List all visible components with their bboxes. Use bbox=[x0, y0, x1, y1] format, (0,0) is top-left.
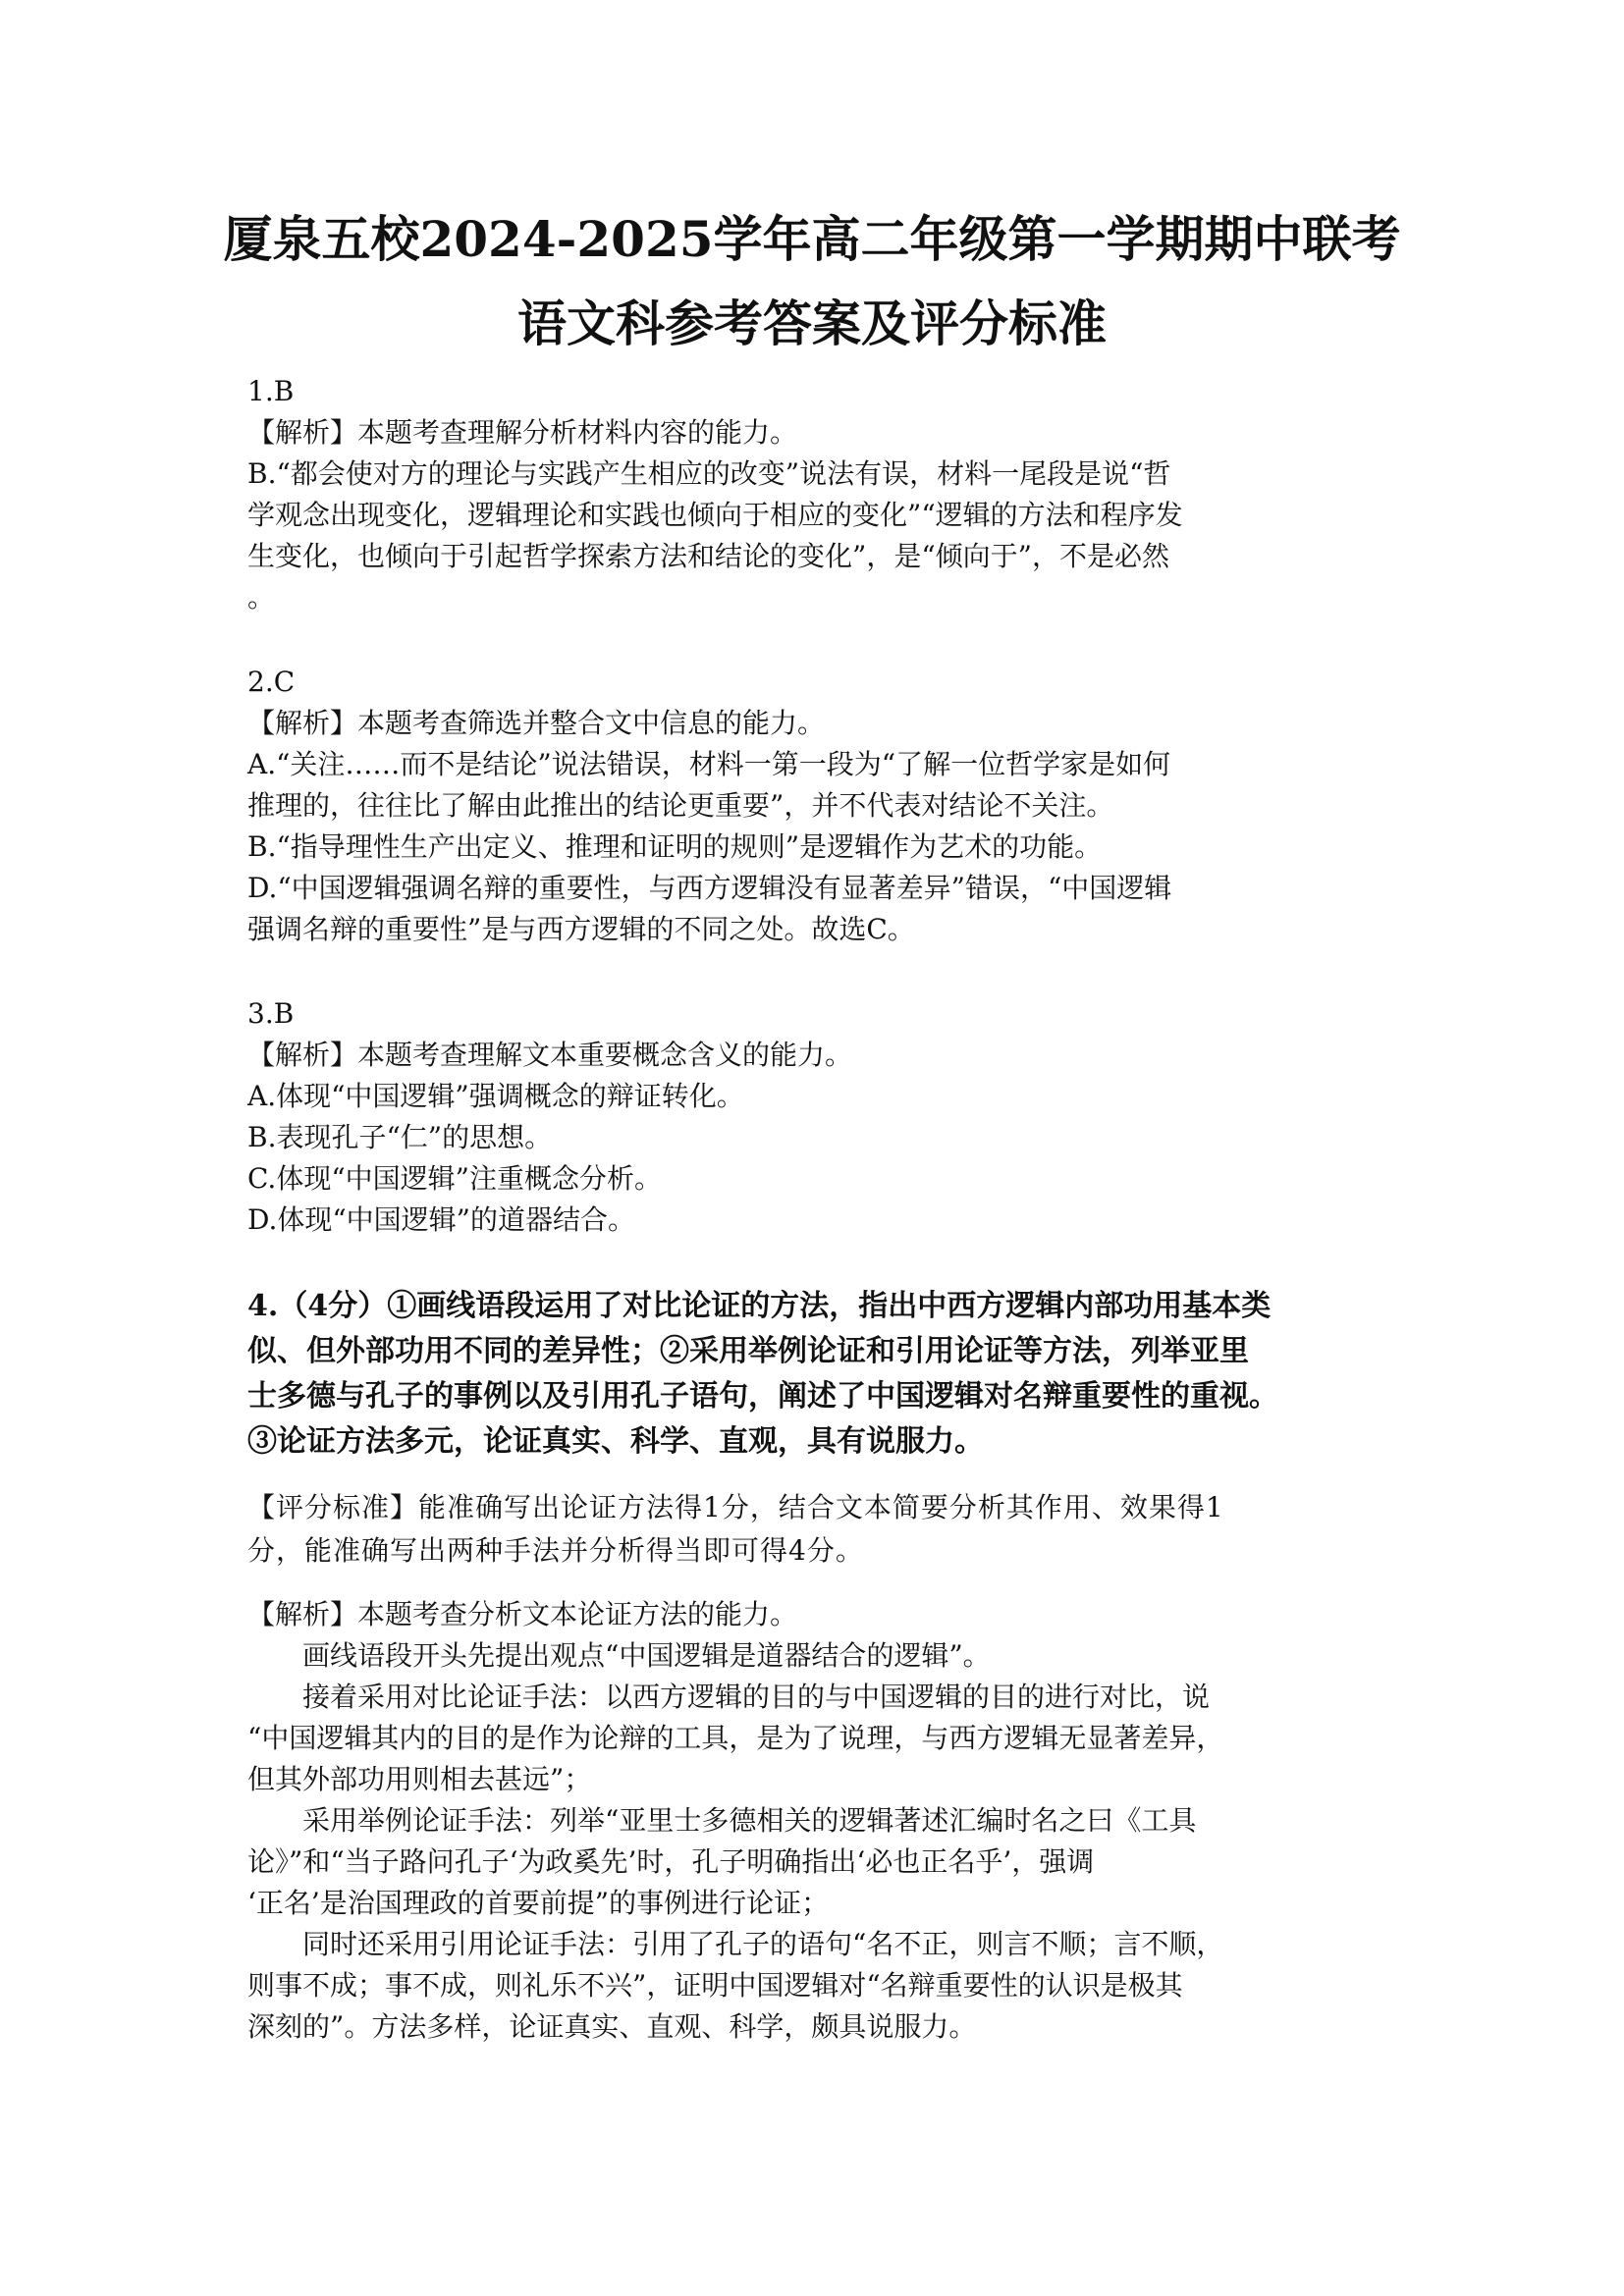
q2-option-d-line: D.“中国逻辑强调名辩的重要性，与西方逻辑没有显著差异”错误，“中国逻辑 bbox=[247, 872, 1172, 904]
document-title: 厦泉五校2024-2025学年高二年级第一学期期中联考 bbox=[223, 210, 1401, 268]
q3-analysis: 【解析】本题考查理解文本重要概念含义的能力。 bbox=[247, 1039, 853, 1071]
q4-para-4-line: 则事不成；事不成，则礼乐不兴”，证明中国逻辑对“名辩重要性的认识是极其 bbox=[247, 1969, 1183, 2002]
q2-answer: 2.C bbox=[247, 666, 296, 698]
q2-analysis: 【解析】本题考查筛选并整合文中信息的能力。 bbox=[247, 707, 826, 739]
question-4 bbox=[247, 1284, 1406, 2048]
q4-para-1: 画线语段开头先提出观点“中国逻辑是道器结合的逻辑”。 bbox=[302, 1639, 991, 1672]
q3-option-b: B.表现孔子“仁”的思想。 bbox=[247, 1121, 553, 1153]
q4-para-3-line: ‘正名’是治国理政的首要前提”的事例进行论证； bbox=[247, 1887, 830, 1919]
q4-scoring-line: 【评分标准】能准确写出论证方法得1分，结合文本简要分析其作用、效果得1 bbox=[247, 1491, 1224, 1523]
answer-content bbox=[247, 371, 1406, 2048]
q4-answer-line: 似、但外部功用不同的差异性；②采用举例论证和引用论证等方法，列举亚里 bbox=[247, 1334, 1249, 1368]
q1-answer: 1.B bbox=[247, 375, 295, 407]
q1-option-b-line: B.“都会使对方的理论与实践产生相应的改变”说法有误，材料一尾段是说“哲 bbox=[247, 457, 1171, 490]
q3-option-c: C.体现“中国逻辑”注重概念分析。 bbox=[247, 1162, 662, 1195]
q1-analysis: 【解析】本题考查理解分析材料内容的能力。 bbox=[247, 416, 798, 449]
q3-option-a: A.体现“中国逻辑”强调概念的辩证转化。 bbox=[247, 1080, 744, 1112]
q4-analysis: 【解析】本题考查分析文本论证方法的能力。 bbox=[247, 1598, 798, 1630]
question-1 bbox=[247, 371, 1406, 618]
q4-para-3-line: 采用举例论证手法：列举“亚里士多德相关的逻辑著述汇编时名之曰《工具 bbox=[302, 1804, 1197, 1837]
q1-option-b-line: 。 bbox=[247, 581, 276, 614]
q4-scoring-line: 分，能准确写出两种手法并分析得当即可得4分。 bbox=[247, 1534, 864, 1567]
q2-option-a-line: A.“关注……而不是结论”说法错误，材料一第一段为“了解一位哲学家是如何 bbox=[247, 748, 1171, 780]
q2-option-b: B.“指导理性生产出定义、推理和证明的规则”是逻辑作为艺术的功能。 bbox=[247, 830, 1103, 863]
question-3 bbox=[247, 993, 1406, 1241]
q4-para-3-line: 论》”和“当子路问孔子‘为政奚先’时，孔子明确指出‘必也正名乎’，强调 bbox=[247, 1845, 1095, 1878]
document-subtitle: 语文科参考答案及评分标准 bbox=[517, 294, 1107, 352]
q1-option-b-line: 学观念出现变化，逻辑理论和实践也倾向于相应的变化”“逻辑的方法和程序发 bbox=[247, 499, 1183, 531]
q1-option-b-line: 生变化，也倾向于引起哲学探索方法和结论的变化”，是“倾向于”，不是必然 bbox=[247, 540, 1169, 572]
q4-para-4-line: 同时还采用引用论证手法：引用了孔子的语句“名不正，则言不顺；言不顺， bbox=[302, 1928, 1224, 1960]
question-2 bbox=[247, 662, 1406, 950]
q2-option-a-line: 推理的，往往比了解由此推出的结论更重要”，并不代表对结论不关注。 bbox=[247, 789, 1114, 822]
q4-para-2-line: 但其外部功用则相去甚远”； bbox=[247, 1763, 592, 1795]
q3-option-d: D.体现“中国逻辑”的道器结合。 bbox=[247, 1203, 635, 1236]
q2-option-d-line: 强调名辩的重要性”是与西方逻辑的不同之处。故选C。 bbox=[247, 913, 915, 945]
q4-answer-line: ③论证方法多元，论证真实、科学、直观，具有说服力。 bbox=[247, 1424, 984, 1459]
q3-answer: 3.B bbox=[247, 997, 295, 1030]
q4-para-2-line: 接着采用对比论证手法：以西方逻辑的目的与中国逻辑的目的进行对比，说 bbox=[302, 1681, 1211, 1713]
q4-answer-line: 士多德与孔子的事例以及引用孔子语句，阐述了中国逻辑对名辩重要性的重视。 bbox=[247, 1379, 1278, 1414]
q4-para-2-line: “中国逻辑其内的目的是作为论辩的工具，是为了说理，与西方逻辑无显著差异， bbox=[247, 1722, 1224, 1754]
q4-answer-line: 4.（4分）①画线语段运用了对比论证的方法，指出中西方逻辑内部功用基本类 bbox=[247, 1289, 1272, 1323]
q4-para-4-line: 深刻的”。方法多样，论证真实、直观、科学，颇具说服力。 bbox=[247, 2010, 977, 2043]
